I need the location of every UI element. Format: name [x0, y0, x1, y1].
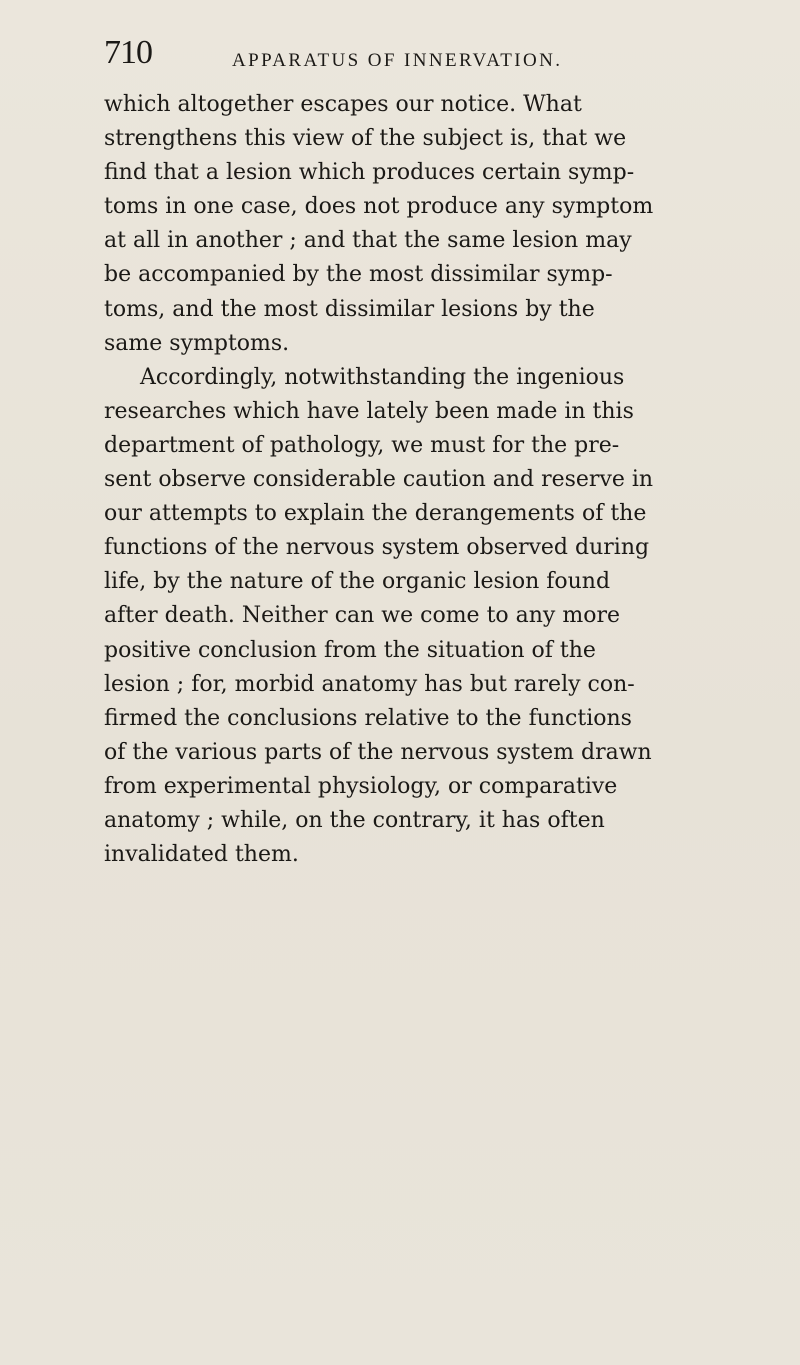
text-line: invalidated them. — [104, 842, 299, 868]
text-line: be accompanied by the most dissimilar symp- — [104, 262, 613, 288]
text-line: toms, and the most dissimilar lesions by the — [104, 296, 595, 322]
text-line: same symptoms. — [104, 330, 290, 356]
text-line: functions of the nervous system observed during — [104, 535, 650, 561]
text-line: life, by the nature of the organic lesion found — [104, 569, 611, 595]
text-line: positive conclusion from the situation of the — [104, 637, 596, 663]
text-line: lesion ; for, morbid anatomy has but rarely con- — [104, 671, 635, 697]
text-line: find that a lesion which produces certain symp- — [104, 160, 635, 186]
text-line: at all in another ; and that the same lesion may — [104, 228, 632, 254]
text-line: toms in one case, does not produce any symptom — [104, 194, 654, 220]
text-line: anatomy ; while, on the contrary, it has often — [104, 807, 605, 833]
running-title: APPARATUS OF INNERVATION. — [232, 50, 563, 71]
text-line: our attempts to explain the derangements of the — [104, 501, 647, 527]
text-line: from experimental physiology, or comparative — [104, 773, 618, 799]
text-line: department of pathology, we must for the pre- — [104, 432, 620, 458]
text-line: sent observe considerable caution and reserve in — [104, 467, 654, 493]
page-number: 710 — [104, 34, 152, 71]
text-line: of the various parts of the nervous system drawn — [104, 739, 652, 765]
text-line: researches which have lately been made in this — [104, 398, 634, 424]
text-line: Accordingly, notwithstanding the ingenious — [140, 364, 625, 390]
text-line: firmed the conclusions relative to the functions — [104, 705, 632, 731]
body-text — [104, 88, 704, 872]
text-line: after death. Neither can we come to any more — [104, 603, 621, 629]
text-line: which altogether escapes our notice. What — [104, 92, 582, 117]
text-line: strengthens this view of the subject is, that we — [104, 126, 627, 152]
